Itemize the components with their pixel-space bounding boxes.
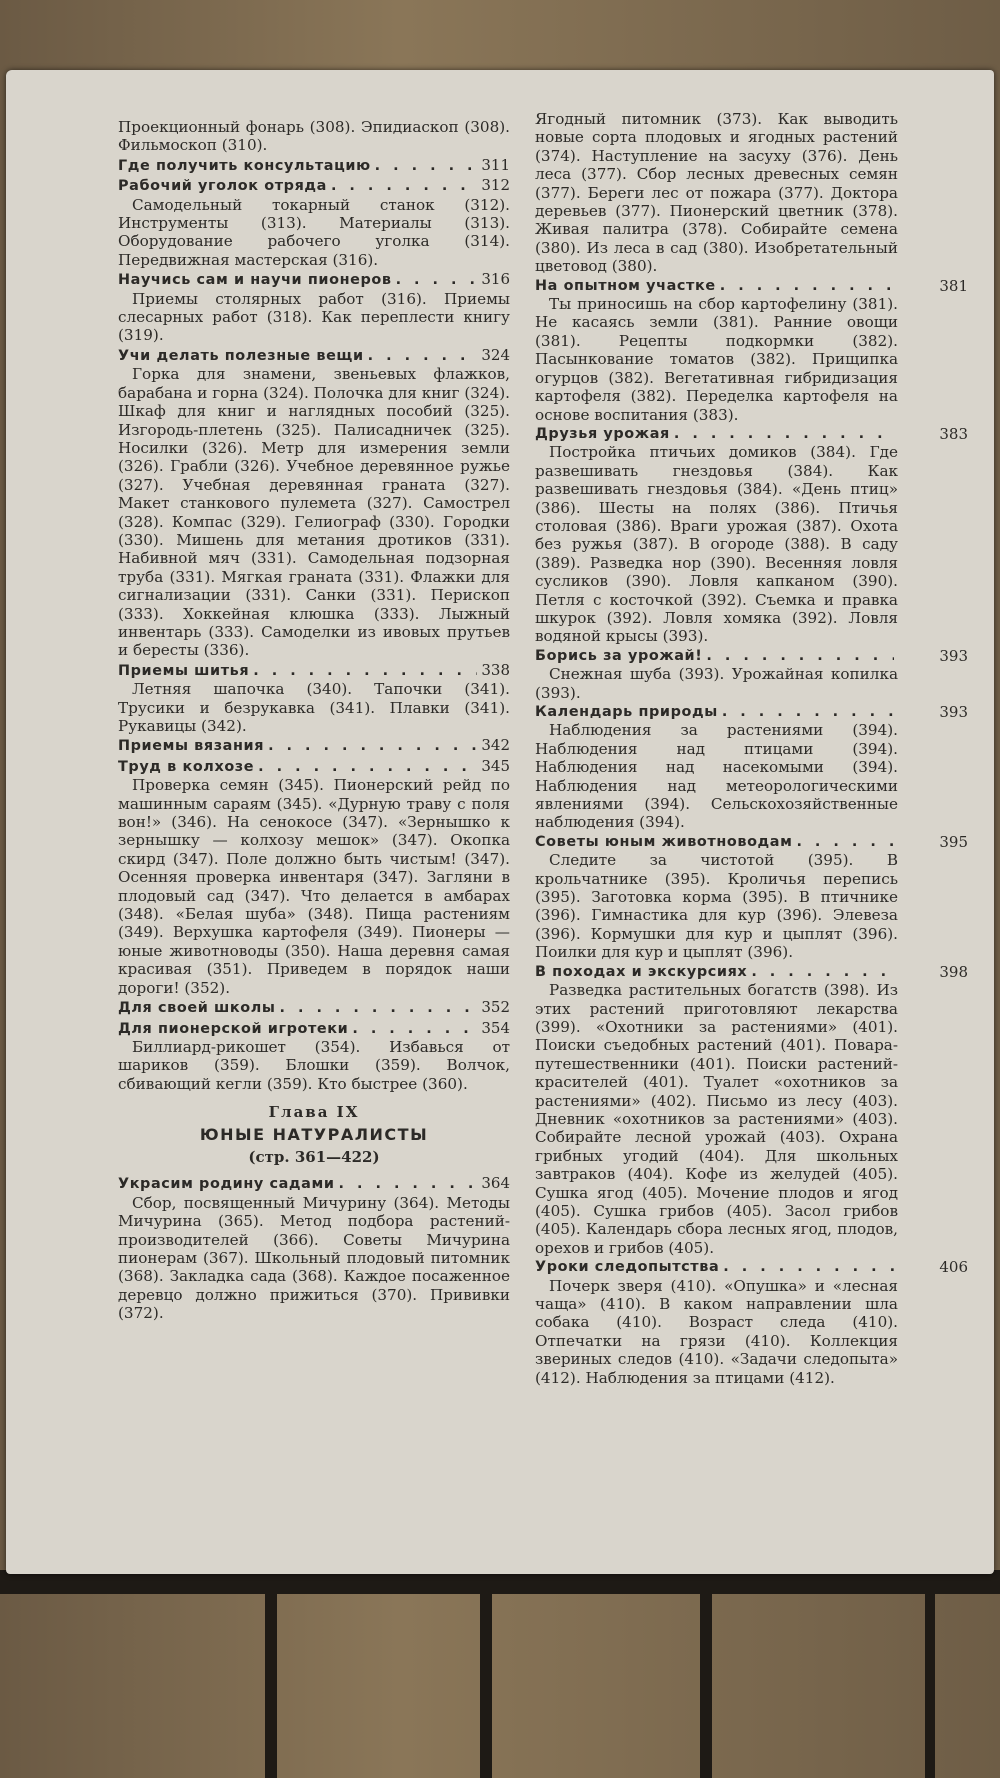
page-number: 406 [939, 1258, 968, 1277]
page-number: 345 [481, 756, 510, 775]
leader-dots [331, 177, 477, 195]
leader-dots [723, 1258, 894, 1276]
section-contents: Летняя шапочка (340). Тапочки (341). Трусики и безрукавка (341). Плавки (341). Рукавицы (342). [118, 680, 510, 735]
leader-dots [253, 662, 477, 680]
leader-dots [375, 157, 478, 175]
left-column [118, 118, 510, 1323]
page-number: 312 [481, 176, 510, 195]
section-heading [535, 424, 968, 443]
section-title: Где получить консультацию [118, 157, 371, 174]
page-number: 316 [481, 270, 510, 289]
section-heading [535, 276, 968, 295]
section-title: Друзья урожая [535, 425, 670, 442]
page-number: 338 [481, 660, 510, 679]
section-contents: Постройка птичьих домиков (384). Где развешивать гнездовья (384). Как развешивать гнездовья (384). «День птиц» (386). Шесты на полях (386). Птичья столовая (386). Враги урожая (387). Охота без ружья (387). В огороде (388). В саду (389). Разведка нор (390). Весенняя ловля сусликов (390). Ловля капканом (390). Петля с косточкой (392). Съемка и правка шкурок (392). Ловля хомяка (392). Ловля водяной крысы (393). [535, 443, 898, 646]
section-heading [535, 646, 968, 665]
leader-dots [268, 737, 477, 755]
section-contents: Самодельный токарный станок (312). Инструменты (313). Материалы (313). Оборудование рабочего уголка (314). Передвижная мастерская (316). [118, 195, 510, 269]
leader-dots [339, 1175, 478, 1193]
section-contents: Сбор, посвященный Мичурину (364). Методы Мичурина (365). Метод подбора растений-производителей (366). Советы Мичурина пионерам (367). Школьный плодовый питомник (368). Закладка сада (368). Каждое посаженное деревцо должно прижиться (370). Прививки (372). [118, 1193, 510, 1323]
right-column [535, 110, 968, 1387]
leader-dots [279, 999, 477, 1017]
page-number: 311 [481, 155, 510, 174]
section-title: Для своей школы [118, 1000, 276, 1017]
section-title: Учи делать полезные вещи [118, 347, 364, 364]
leader-dots [674, 425, 894, 443]
page-number: 352 [481, 998, 510, 1017]
leader-dots [258, 758, 477, 776]
section-title: Календарь природы [535, 704, 718, 720]
section-heading [535, 962, 968, 981]
chapter-name: ЮНЫЕ НАТУРАЛИСТЫ [199, 1124, 429, 1144]
leader-dots [706, 647, 894, 665]
section-contents: Проверка семян (345). Пионерский рейд по машинным сараям (345). «Дурную траву с поля вон!» (346). На сенокосе (347). «Зернышко к зернышку — колхозу мешок» (347). Окопка скирд (347). Поле должно быть чистым! (347). Осенняя проверка инвентаря (347). Загляни в плодовый сад (347). Что делается в амбарах (348). «Белая шуба» (348). Пища растениям (349). Верхушка картофеля (349). Пионеры — юные животноводы (350). Наша деревня самая красивая (351). Приведем в порядок наши дороги! (352). [118, 776, 510, 997]
wood-gap [700, 1594, 712, 1778]
section-title: Советы юным животноводам [535, 833, 793, 850]
page-number: 381 [939, 276, 968, 295]
wood-gap [925, 1594, 935, 1778]
section-heading [535, 1258, 968, 1277]
section-contents: Снежная шуба (393). Урожайная копилка (393). [535, 665, 898, 702]
page-number: 324 [481, 345, 510, 364]
section-contents: Наблюдения за растениями (394). Наблюдения над птицами (394). Наблюдения над насекомыми (394). Наблюдения над метеорологическими явлениями (394). Сельскохозяйственные наблюдения (394). [535, 721, 898, 832]
section-contents: Приемы столярных работ (316). Приемы слесарных работ (318). Как переплести книгу (319). [118, 289, 510, 345]
section-heading [535, 703, 968, 721]
section-contents: Биллиард-рикошет (354). Избавься от шариков (359). Блошки (359). Волчок, сбивающий кегли (359). Кто быстрее (360). [118, 1037, 510, 1093]
section-heading [118, 156, 510, 175]
section-contents: Разведка растительных богатств (398). Из этих растений приготовляют лекарства (399). «Охотники за растениями» (401). Поиски съедобных растений (401). Повара-путешественники (401). Поиски растений-красителей (401). Туалет «охотников за растениями» (402). Письмо из лесу (403). Дневник «охотников за растениями» (403). Собирайте лесной урожай (403). Охрана грибных угодий (404). Для школьных завтраков (404). Кофе из желудей (405). Сушка ягод (405). Мочение плодов и ягод (405). Сушка грибов (405). Засол грибов (405). Календарь сбора лесных ягод, плодов, орехов и грибов (405). [535, 981, 898, 1257]
leader-dots [720, 277, 894, 295]
leader-dots [352, 1020, 477, 1038]
section-title: Научись сам и научи пионеров [118, 272, 392, 289]
chapter-page-range: (стр. 361—422) [248, 1147, 380, 1166]
chapter-heading [118, 1103, 510, 1166]
leader-dots [368, 347, 478, 365]
section-heading [118, 736, 510, 755]
section-title: Уроки следопытства [535, 1259, 720, 1276]
section-heading [118, 661, 510, 680]
section-title: Борись за урожай! [535, 647, 703, 664]
section-title: Приемы вязания [118, 738, 265, 755]
section-contents: Почерк зверя (410). «Опушка» и «лесная чаща» (410). В каком направлении шла собака (410). Возраст следа (410). Отпечатки на грязи (410). Коллекция звериных следов (410). «Задачи следопыта» (412). Наблюдения за птицами (412). [535, 1276, 898, 1387]
page-number: 342 [481, 736, 510, 755]
section-title: На опытном участке [535, 277, 716, 294]
leader-dots [396, 271, 478, 289]
section-title: Рабочий уголок отряда [118, 178, 327, 195]
leader-dots [796, 833, 894, 851]
page-number: 398 [939, 962, 968, 981]
section-contents: Следите за чистотой (395). В крольчатнике (395). Кроличья перепись (395). Заготовка корма (395). В птичнике (396). Гимнастика для кур (396). Элевеза (396). Кормушки для кур и цыплят (396). Поилки для кур и цыплят (396). [535, 851, 898, 962]
wood-gap [265, 1594, 277, 1778]
page-number: 393 [939, 646, 968, 665]
section-heading [118, 998, 510, 1017]
chapter-label: Глава IX [268, 1103, 360, 1122]
section-heading [118, 1019, 510, 1038]
page-number: 393 [939, 703, 968, 721]
section-heading [118, 757, 510, 776]
section-heading [535, 832, 968, 851]
leader-dots [751, 963, 894, 981]
leader-dots [722, 703, 894, 721]
section-heading [118, 270, 510, 289]
section-title: Приемы шитья [118, 662, 250, 679]
section-heading [118, 1174, 510, 1193]
section-title: В походах и экскурсиях [535, 963, 748, 980]
section-contents: Ягодный питомник (373). Как выводить новые сорта плодовых и ягодных растений (374). Наступление на засуху (376). День леса (377). Сбор лесных древесных семян (377). Береги лес от пожара (377). Доктора деревьев (377). Пионерский цветник (378). Живая палитра (378). Собирайте семена (380). Из леса в сад (380). Изобретательный цветовод (380). [535, 110, 898, 276]
section-title: Труд в колхозе [118, 758, 255, 775]
section-heading [118, 346, 510, 365]
page-number: 395 [939, 832, 968, 851]
section-title: Для пионерской игротеки [118, 1020, 349, 1037]
page-number: 364 [481, 1174, 510, 1193]
section-contents: Горка для знамени, звеньевых флажков, барабана и горна (324). Полочка для книг (324). Шкаф для книг и наглядных пособий (325). Изгородь-плетень (325). Палисадничек (325). Носилки (326). Метр для измерения земли (326). Грабли (326). Учебное деревянное ружье (327). Учебная деревянная граната (327). Макет станкового пулемета (327). Самострел (328). Компас (329). Гелиограф (330). Городки (330). Мишень для метания дротиков (331). Набивной мяч (331). Самодельная подзорная труба (331). Мягкая граната (331). Флажки для сигнализации (331). Санки (331). Перископ (333). Хоккейная клюшка (333). Лыжный инвентарь (333). Самоделки из ивовых прутьев и бересты (336). [118, 365, 510, 660]
section-title: Украсим родину садами [118, 1176, 335, 1193]
wood-gap [480, 1594, 492, 1778]
section-contents: Проекционный фонарь (308). Эпидиаскоп (308). Фильмоскоп (310). [118, 118, 510, 155]
section-contents: Ты приносишь на сбор картофелину (381). Не касаясь земли (381). Ранние овощи (381). Рецепты подкормки (382). Пасынкование томатов (382). Прищипка огурцов (382). Вегетативная гибридизация картофеля (382). Переделка картофеля на основе воспитания (383). [535, 295, 898, 424]
section-heading [118, 176, 510, 195]
page-number: 354 [481, 1018, 510, 1037]
page-number: 383 [939, 424, 968, 443]
